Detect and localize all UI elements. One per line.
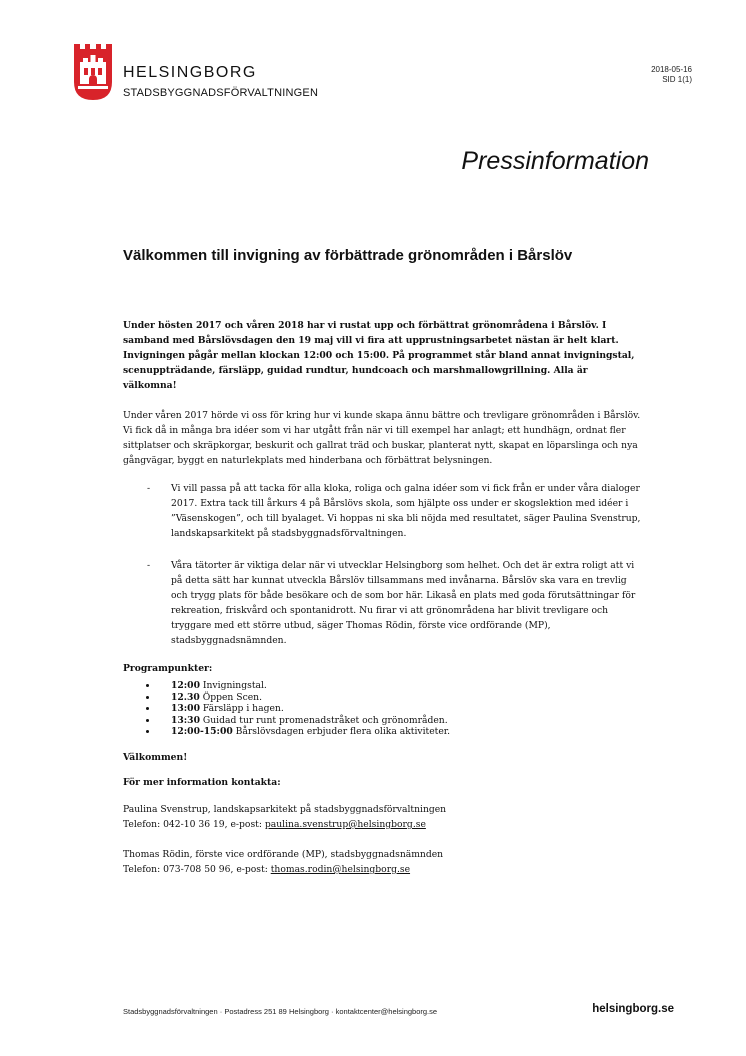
quote-text: Vi vill passa på att tacka för alla kloka, roliga och galna idéer som vi fick från er under våra dialoger 2017. Extra tack till årkurs 4 på Bårslövs skola, som hjälpte oss under er skogslektion med idéer i ”Väsenskogen”, och till byalaget. Vi hoppas ni ska bli nöjda med resultatet, säger Paulina Svenstrup, landskapsarkitekt på stadsbyggnadsförvaltningen. [171,483,641,539]
footer-address: Stadsbyggnadsförvaltningen · Postadress 251 89 Helsingborg · kontaktcenter@helsingborg.se [123,1007,438,1016]
contact-phone: Telefon: 073-708 50 96, e-post: [123,863,271,875]
program-text: Guidad tur runt promenadstråket och grönområden. [202,714,448,726]
program-title: Programpunkter: [123,663,213,674]
contact-person [123,802,643,832]
contact-line: Thomas Rödin, förste vice ordförande (MP), stadsbyggnadsnämnden [123,848,444,860]
program-time: 12:00-15:00 [171,726,233,738]
program-time: 13:00 [171,703,200,715]
contact-email-link[interactable]: thomas.rodin@helsingborg.se [270,863,411,875]
program-text: Färsläpp i hagen. [202,703,284,715]
program-text: Invigningstal. [202,680,267,691]
quote-item [123,481,644,541]
contact-phone-line [123,817,643,832]
program-time: 13:30 [171,714,200,726]
org-name: HELSINGBORG [123,64,257,81]
quote-item [123,558,644,648]
program-list [123,680,643,738]
program-text: Bårslövsdagen erbjuder flera olika aktiviteter. [235,726,451,738]
headline: Välkommen till invigning av förbättrade grönområden i Bårslöv [123,247,573,264]
bullet-icon [146,730,149,733]
bullet-icon [146,684,149,687]
program-item [123,726,643,738]
welcome-text: Välkommen! [123,751,188,763]
program-text: Öppen Scen. [202,691,262,703]
quote-text: Våra tätorter är viktiga delar när vi utvecklar Helsingborg som helhet. Och det är extra roligt att vi på detta sätt har kunnat utveckla Bårslöv tillsammans med invånarna. Bårslöv ska vara en trevlig och trygg plats för både besökare och de som bor här. Likaså en plats med goda förutsättningar för rekreation, friskvård och spontanidrott. Nu firar vi att grönområdena har blivit trevligare och tryggare med ett större utbud, säger Thomas Rödin, förste vice ordförande (MP), stadsbyggnadsnämnden. [171,560,636,646]
program-item [123,715,643,727]
program-item [123,680,643,692]
dash-marker: - [147,560,151,571]
contact-email-link[interactable]: paulina.svenstrup@helsingborg.se [264,818,426,830]
helsingborg-crest-logo [74,44,112,100]
program-time: 12.30 [171,691,200,703]
org-department: STADSBYGGNADSFÖRVALTNINGEN [123,87,319,99]
contact-line: Paulina Svenstrup, landskapsarkitekt på stadsbyggnadsförvaltningen [123,803,447,815]
program-item [123,692,643,704]
contact-title: För mer information kontakta: [123,776,281,788]
program-time: 12:00 [171,680,200,691]
dash-marker: - [147,483,151,494]
document-date: 2018-05-16 [651,65,692,74]
bullet-icon [146,696,149,699]
contact-phone: Telefon: 042-10 36 19, e-post: [123,818,265,830]
program-item [123,703,643,715]
contact-person [123,847,643,877]
document-meta [651,65,692,85]
lead-paragraph: Under hösten 2017 och våren 2018 har vi rustat upp och förbättrat grönområdena i Bårslöv. I samband med Bårslövsdagen den 19 maj vill vi fira att upprustningsarbetet nästan är helt klart. Invigningen pågår mellan klockan 12:00 och 15:00. På programmet står bland annat invigningstal, scenuppträdande, färsläpp, guidad rundtur, hundcoach och marshmallowgrillning. Alla är välkomna! [123,320,635,391]
page-number: SID 1(1) [662,75,692,84]
contact-phone-line [123,862,643,877]
footer-website-link[interactable]: helsingborg.se [592,1003,674,1015]
body-paragraph: Under våren 2017 hörde vi oss för kring hur vi kunde skapa ännu bättre och trevligare grönområden i Bårslöv. Vi fick då in många bra idéer som vi har utgått från när vi till exempel har anlagt; ett hundhägn, ordnat fler sittplatser och skräpkorgar, beskurit och gallrat träd och buskar, planterat nytt, skapat en löparslinga och nya gångvägar, byggt en naturlekplats med hinderbana och förbättrat belysningen. [123,410,641,466]
bullet-icon [146,707,149,710]
document-type: Pressinformation [461,147,649,175]
press-body [123,318,643,877]
bullet-icon [146,719,149,722]
